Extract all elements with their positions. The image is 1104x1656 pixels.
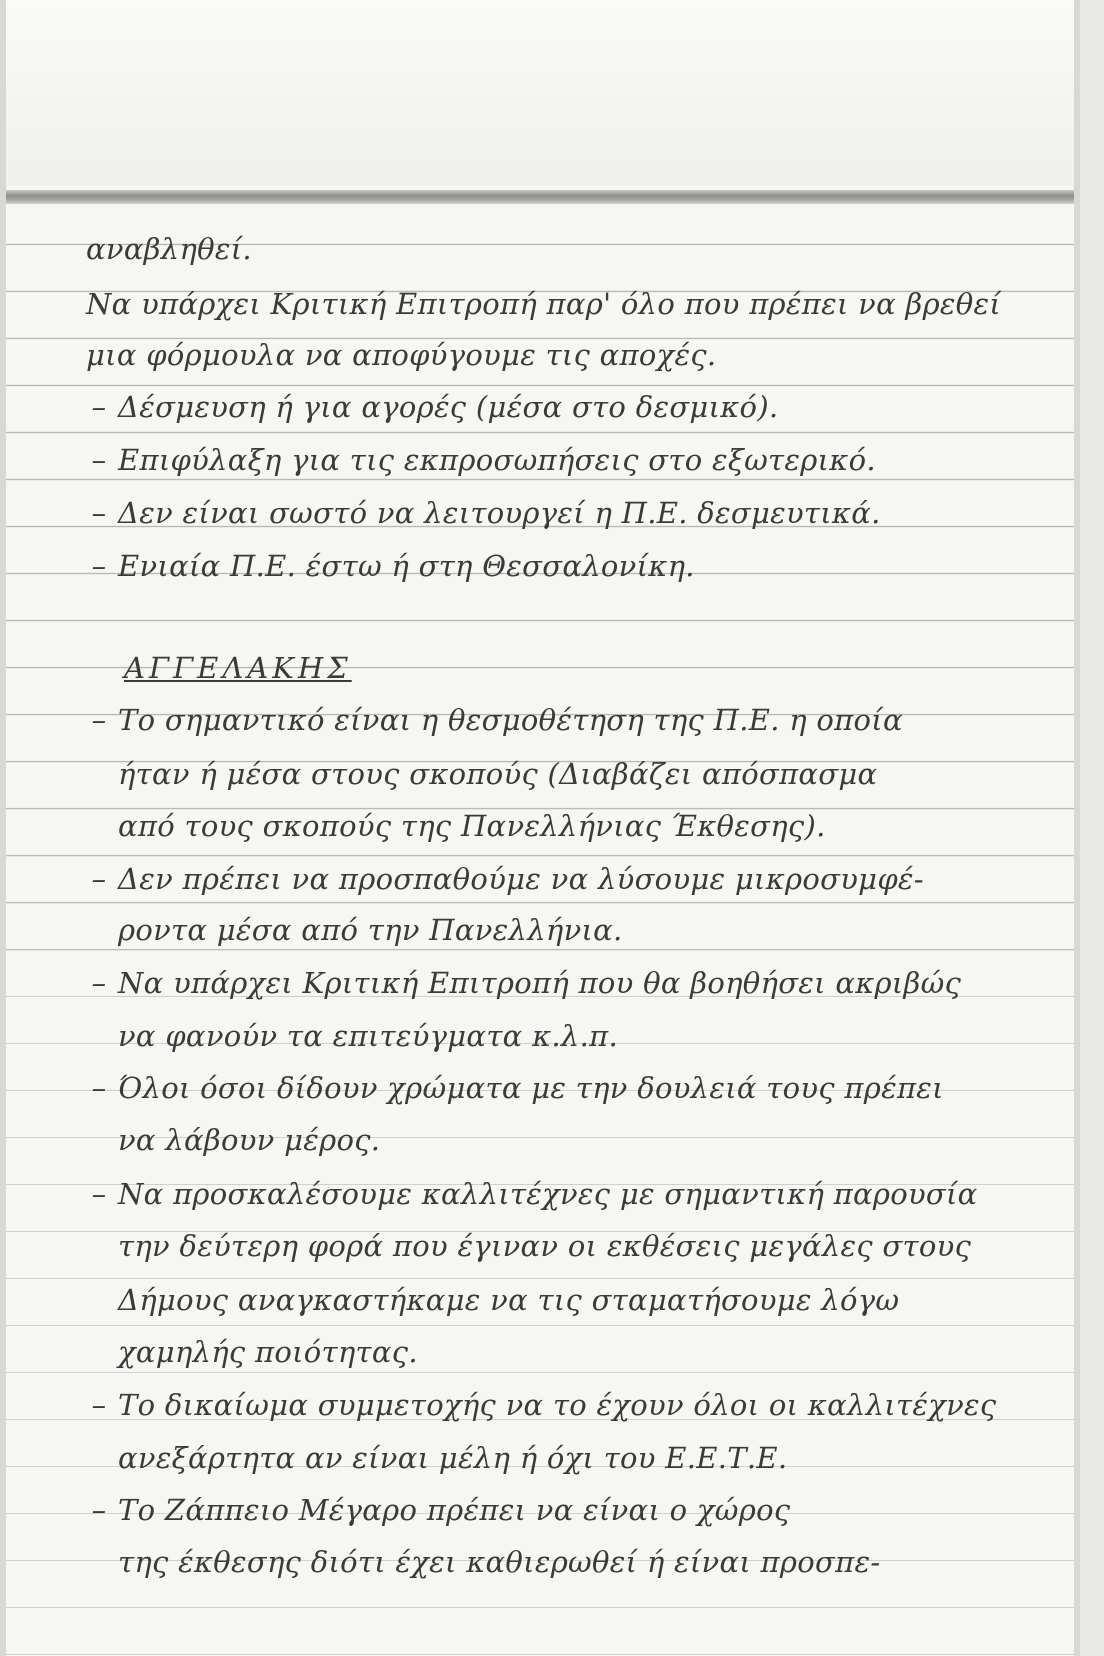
note-line: – Το Ζάππειο Μέγαρο πρέπει να είναι ο χώρος xyxy=(91,1493,791,1527)
note-line: – Ενιαία Π.Ε. έστω ή στη Θεσσαλονίκη. xyxy=(91,549,695,583)
note-line: χαμηλής ποιότητας. xyxy=(118,1335,418,1369)
note-line: – Όλοι όσοι δίδουν χρώματα με την δουλειά τους πρέπει xyxy=(91,1071,944,1105)
note-line: – Το δικαίωμα συμμετοχής να το έχουν όλοι οι καλλιτέχνες xyxy=(91,1388,997,1422)
note-line: – Δεν είναι σωστό να λειτουργεί η Π.Ε. δεσμευτικά. xyxy=(91,496,881,530)
note-line: – Το σημαντικό είναι η θεσμοθέτηση της Π.Ε. η οποία xyxy=(91,703,903,737)
note-line: – Δέσμευση ή για αγορές (μέσα στο δεσμικό). xyxy=(91,390,779,424)
note-line: – Δεν πρέπει να προσπαθούμε να λύσουμε μικροσυμφέ- xyxy=(91,862,924,896)
note-line: την δεύτερη φορά που έγιναν οι εκθέσεις μεγάλες στους xyxy=(118,1229,972,1263)
note-line: από τους σκοπούς της Πανελλήνιας Έκθεσης). xyxy=(118,809,826,843)
note-line: ροντα μέσα από την Πανελλήνια. xyxy=(118,913,623,947)
note-line: μια φόρμουλα να αποφύγουμε τις αποχές. xyxy=(86,338,717,372)
note-line: αναβληθεί. xyxy=(86,232,252,266)
speaker-heading: ΑΓΓΕΛΑΚΗΣ xyxy=(124,651,352,685)
note-line: να λάβουν μέρος. xyxy=(118,1123,381,1157)
note-line xyxy=(86,596,1066,643)
note-line: ήταν ή μέσα στους σκοπούς (Διαβάζει απόσπασμα xyxy=(118,757,878,791)
note-line: Να υπάρχει Κριτική Επιτροπή παρ' όλο που πρέπει να βρεθεί xyxy=(86,287,1002,321)
note-line: – Επιφύλαξη για τις εκπροσωπήσεις στο εξωτερικό. xyxy=(91,443,876,477)
note-line: – Να προσκαλέσουμε καλλιτέχνες με σημαντική παρουσία xyxy=(91,1177,978,1211)
note-line: – Να υπάρχει Κριτική Επιτροπή που θα βοηθήσει ακριβώς xyxy=(91,966,962,1000)
note-line: Δήμους αναγκαστήκαμε να τις σταματήσουμε λόγω xyxy=(118,1283,900,1317)
note-line: της έκθεσης διότι έχει καθιερωθεί ή είναι προσπε- xyxy=(118,1545,881,1579)
note-line: να φανούν τα επιτεύγματα κ.λ.π. xyxy=(118,1019,618,1053)
note-line: ανεξάρτητα αν είναι μέλη ή όχι του Ε.Ε.Τ.Ε. xyxy=(118,1441,788,1475)
